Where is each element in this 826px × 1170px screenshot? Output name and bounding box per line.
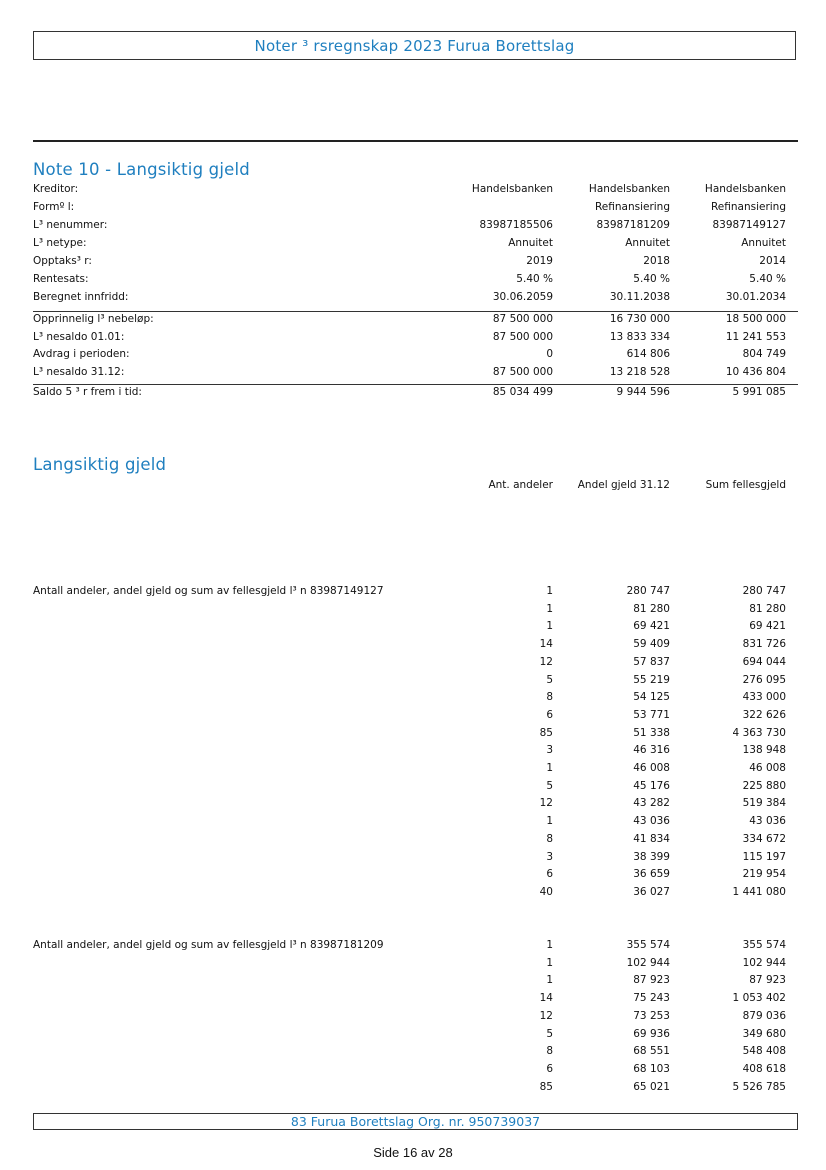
row-value-2: 30.11.2038: [609, 291, 670, 303]
row-value-1: 87 500 000: [492, 313, 553, 325]
table-row: [33, 219, 798, 236]
row-value-1: 14: [539, 638, 553, 651]
saldo-row: [33, 386, 798, 403]
table-row: [33, 744, 798, 761]
table-row: [33, 797, 798, 814]
row-value-3: 5 526 785: [732, 1080, 786, 1093]
row-value-2: 73 253: [633, 1009, 670, 1022]
table-row: [33, 992, 798, 1009]
row-value-1: 12: [539, 655, 553, 668]
row-value-1: 40: [539, 885, 553, 898]
row-label: Kreditor:: [33, 183, 79, 195]
row-label: Rentesats:: [33, 273, 89, 285]
row-value-3: 46 008: [749, 762, 786, 774]
row-value-3: 694 044: [742, 655, 786, 668]
row-value-1: Annuitet: [508, 237, 553, 249]
row-value-3: 115 197: [742, 850, 786, 863]
row-value-3: 102 944: [742, 956, 786, 969]
row-value-2: 2018: [643, 255, 670, 267]
row-value-1: 1: [546, 939, 553, 951]
row-value-2: 5.40 %: [633, 273, 670, 285]
row-value-3: 804 749: [742, 348, 786, 361]
table-row: [33, 1028, 798, 1045]
row-value-3: 1 053 402: [732, 992, 786, 1005]
table-row: [33, 313, 798, 330]
table-row: [33, 366, 798, 383]
row-label: L³ netype:: [33, 237, 87, 249]
group-label: Antall andeler, andel gjeld og sum av fellesgjeld l³ n 83987149127: [33, 585, 384, 597]
row-label: L³ nenummer:: [33, 219, 108, 231]
row-value-3: 831 726: [742, 638, 786, 651]
row-value-1: 1: [546, 974, 553, 987]
table-row: [33, 674, 798, 691]
row-value-1: 87 500 000: [492, 366, 553, 379]
row-value-1: 8: [546, 1045, 553, 1058]
table-row: [33, 348, 798, 365]
table-row: [33, 585, 798, 602]
table-row: [33, 939, 798, 956]
row-value-2: 57 837: [633, 655, 670, 668]
row-value-2: 13 833 334: [609, 330, 670, 343]
row-value-2: 68 103: [633, 1062, 670, 1075]
row-value-3: 276 095: [742, 673, 786, 686]
row-value-1: 5: [546, 779, 553, 792]
row-value-1: 14: [539, 992, 553, 1005]
top-divider: [33, 140, 798, 142]
row-value-1: 5.40 %: [516, 273, 553, 285]
col-header-andel-gjeld: Andel gjeld 31.12: [577, 479, 670, 491]
note10-title: Note 10 - Langsiktig gjeld: [33, 160, 250, 179]
row-value-1: 6: [546, 1062, 553, 1075]
row-label: Formº l:: [33, 201, 75, 213]
row-value-1: 85: [539, 1080, 553, 1093]
row-value-2: Annuitet: [625, 237, 670, 249]
header-title: Noter ³ rsregnskap 2023 Furua Borettslag: [254, 36, 575, 55]
table-row: [33, 1010, 798, 1027]
row-value-1: 2019: [526, 255, 553, 267]
row-value-2: 9 944 596: [616, 386, 670, 398]
row-value-3: 408 618: [742, 1062, 786, 1075]
row-value-1: 1: [546, 956, 553, 969]
page-footer: [33, 1113, 798, 1130]
note10-divider-2: [33, 384, 798, 385]
row-value-2: 43 282: [633, 797, 670, 810]
row-value-2: 355 574: [626, 939, 670, 951]
table-row: [33, 833, 798, 850]
row-value-1: 5: [546, 673, 553, 686]
row-value-3: 280 747: [742, 585, 786, 597]
row-value-2: 36 659: [633, 868, 670, 881]
row-value-3: 5.40 %: [749, 273, 786, 285]
table-row: [33, 868, 798, 885]
row-value-3: 43 036: [749, 815, 786, 828]
table-row: [33, 201, 798, 218]
row-value-1: 1: [546, 585, 553, 597]
row-value-3: 30.01.2034: [725, 291, 786, 303]
table-row: [33, 762, 798, 779]
row-value-2: 46 008: [633, 762, 670, 774]
row-value-3: 11 241 553: [725, 330, 786, 343]
table-row: [33, 974, 798, 991]
row-value-1: 83987185506: [479, 219, 553, 231]
row-label: Avdrag i perioden:: [33, 348, 130, 361]
table-row: [33, 1063, 798, 1080]
row-value-3: 322 626: [742, 708, 786, 721]
row-value-3: 5 991 085: [732, 386, 786, 398]
table-row: [33, 691, 798, 708]
row-value-3: 69 421: [749, 620, 786, 633]
table-row: [33, 957, 798, 974]
row-label: L³ nesaldo 31.12:: [33, 366, 125, 379]
table-row: [33, 886, 798, 903]
table-row: [33, 709, 798, 726]
table-row: [33, 183, 798, 200]
row-value-3: 87 923: [749, 974, 786, 987]
table-row: [33, 237, 798, 254]
row-value-1: 12: [539, 1009, 553, 1022]
row-value-2: 75 243: [633, 992, 670, 1005]
row-value-3: 10 436 804: [725, 366, 786, 379]
row-value-2: 45 176: [633, 779, 670, 792]
row-label: Opprinnelig l³ nebeløp:: [33, 313, 154, 325]
row-value-1: 1: [546, 762, 553, 774]
row-value-2: 59 409: [633, 638, 670, 651]
row-value-1: 6: [546, 868, 553, 881]
row-label: Opptaks³ r:: [33, 255, 92, 267]
row-value-2: 280 747: [626, 585, 670, 597]
note10-divider-1: [33, 311, 798, 312]
row-value-1: 85: [539, 726, 553, 739]
footer-text: 83 Furua Borettslag Org. nr. 950739037: [290, 1114, 541, 1129]
row-value-3: 4 363 730: [732, 726, 786, 739]
table-row: [33, 603, 798, 620]
row-value-2: 54 125: [633, 691, 670, 704]
row-value-2: 68 551: [633, 1045, 670, 1058]
page-number: Side 16 av 28: [373, 1145, 453, 1160]
row-value-1: 1: [546, 602, 553, 615]
row-value-2: 36 027: [633, 885, 670, 898]
group-label: Antall andeler, andel gjeld og sum av fellesgjeld l³ n 83987181209: [33, 939, 384, 951]
row-value-3: 879 036: [742, 1009, 786, 1022]
row-value-1: 3: [546, 744, 553, 757]
table-row: [33, 273, 798, 290]
langsiktig-header-row: [33, 479, 798, 496]
row-value-1: 1: [546, 815, 553, 828]
row-value-3: 433 000: [742, 691, 786, 704]
row-value-2: 614 806: [626, 348, 670, 361]
row-value-2: 83987181209: [596, 219, 670, 231]
row-value-3: 2014: [759, 255, 786, 267]
table-row: [33, 255, 798, 272]
row-value-2: Refinansiering: [594, 201, 670, 213]
row-value-3: 1 441 080: [732, 885, 786, 898]
row-value-3: 225 880: [742, 779, 786, 792]
row-value-3: 18 500 000: [725, 313, 786, 325]
row-value-3: 83987149127: [712, 219, 786, 231]
row-label: L³ nesaldo 01.01:: [33, 330, 125, 343]
row-value-3: 219 954: [742, 868, 786, 881]
table-row: [33, 815, 798, 832]
row-value-2: 55 219: [633, 673, 670, 686]
row-value-2: 65 021: [633, 1080, 670, 1093]
row-value-3: Refinansiering: [710, 201, 786, 213]
row-value-1: 0: [546, 348, 553, 361]
row-value-3: 355 574: [742, 939, 786, 951]
table-row: [33, 1045, 798, 1062]
row-value-2: 41 834: [633, 832, 670, 845]
row-value-1: 87 500 000: [492, 330, 553, 343]
table-row: [33, 727, 798, 744]
row-value-3: 81 280: [749, 602, 786, 615]
table-row: [33, 638, 798, 655]
row-value-1: 12: [539, 797, 553, 810]
row-value-3: Handelsbanken: [704, 183, 786, 195]
langsiktig-title: Langsiktig gjeld: [33, 455, 167, 474]
row-value-3: 138 948: [742, 744, 786, 757]
row-value-1: 30.06.2059: [492, 291, 553, 303]
row-value-3: 548 408: [742, 1045, 786, 1058]
row-value-2: 102 944: [626, 956, 670, 969]
row-value-3: 334 672: [742, 832, 786, 845]
row-value-1: 6: [546, 708, 553, 721]
table-row: [33, 331, 798, 348]
row-value-2: 53 771: [633, 708, 670, 721]
table-row: [33, 780, 798, 797]
row-value-2: 43 036: [633, 815, 670, 828]
row-value-2: 51 338: [633, 726, 670, 739]
table-row: [33, 656, 798, 673]
row-value-2: 69 936: [633, 1027, 670, 1040]
col-header-sum-fellesgjeld: Sum fellesgjeld: [705, 479, 786, 491]
row-value-1: 85 034 499: [492, 386, 553, 398]
row-value-3: 519 384: [742, 797, 786, 810]
row-value-2: 13 218 528: [609, 366, 670, 379]
row-value-2: Handelsbanken: [588, 183, 670, 195]
row-label: Saldo 5 ³ r frem i tid:: [33, 386, 142, 398]
row-value-1: 8: [546, 832, 553, 845]
row-label: Beregnet innfridd:: [33, 291, 129, 303]
row-value-2: 16 730 000: [609, 313, 670, 325]
table-row: [33, 620, 798, 637]
page-header: [33, 31, 796, 60]
row-value-1: 1: [546, 620, 553, 633]
row-value-2: 46 316: [633, 744, 670, 757]
row-value-1: Handelsbanken: [471, 183, 553, 195]
row-value-2: 69 421: [633, 620, 670, 633]
col-header-ant-andeler: Ant. andeler: [488, 479, 553, 491]
row-value-3: Annuitet: [741, 237, 786, 249]
row-value-1: 8: [546, 691, 553, 704]
row-value-2: 87 923: [633, 974, 670, 987]
row-value-2: 81 280: [633, 602, 670, 615]
table-row: [33, 851, 798, 868]
row-value-1: 5: [546, 1027, 553, 1040]
row-value-1: 3: [546, 850, 553, 863]
row-value-2: 38 399: [633, 850, 670, 863]
row-value-3: 349 680: [742, 1027, 786, 1040]
table-row: [33, 1081, 798, 1098]
table-row: [33, 291, 798, 308]
